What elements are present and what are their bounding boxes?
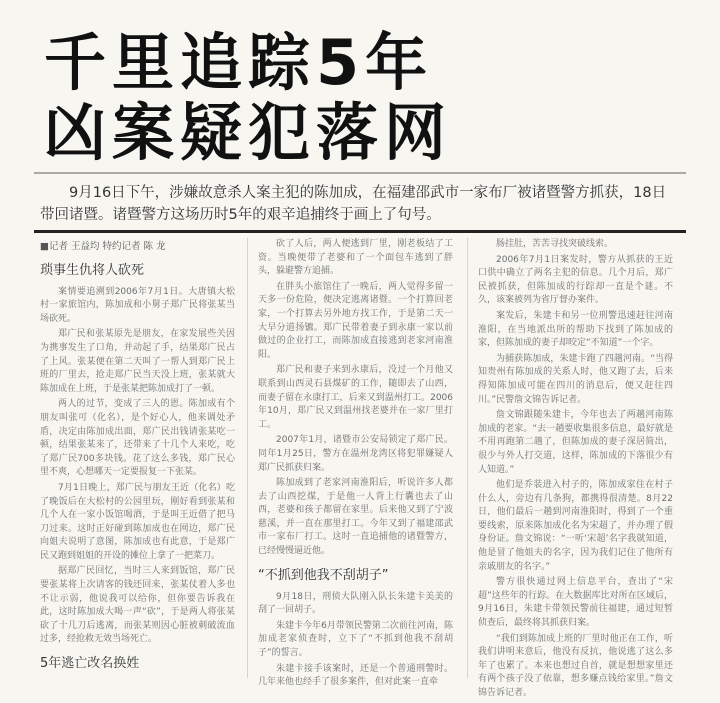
article-paragraph: 警方很快通过网上信息平台，查出了“宋超”这些年的行踪。在大数据库比对所在区域后，9月16日，朱建卡带领民警前往福建，通过短暂侦查后，最终将其抓获归案。 [478, 577, 673, 629]
headline [44, 28, 452, 168]
subheading: “不抓到他我不刮胡子” [258, 567, 389, 583]
article-paragraph: “我们到陈加成上班的厂里时他正在工作，听我们讲明来意后，他没有反抗，他说逃了这么多年了也累了。本来也想过自首，就是想想家里还有两个孩子没了依靠，想多赚点钱给家里。”詹文锦告诉记者。 [478, 633, 673, 698]
section-divider [34, 230, 686, 233]
divider [34, 172, 686, 174]
article-paragraph: 郑广民和张某原先是朋友，在家发展些关因为携事发生了口角，并动起了手，结果郑广民占了上风。张某便在第二天叫了一帮人到郑广民上班的厂里去，抢走郑广民当天没上班，张某就大陈加成在上班，于是张某把陈加成打了一顿。 [40, 329, 235, 394]
article-paragraph: 案情要追溯到2006年7月1日。大唐镇大松村一家旅馆内，陈加成和小舅子郑广民将张某当场砍死。 [40, 286, 235, 324]
article-paragraph: 陈加成到了老家河南淮阳后，听说许多人都去了山西挖煤，于是他一人背上行囊也去了山西，老婆和孩子都留在家里。后来他又到了宁波慈溪，并一直在那里打工。今年又到了福建邵武市一家布厂打工。这时一直追捕他的诸暨警方，已经慢慢逼近他。 [258, 478, 453, 557]
article-paragraph: 9月18日，刑侦大队刚入队长朱建卡美美的刮了一回胡子。 [258, 591, 453, 616]
article-column-2 [258, 238, 453, 692]
subheading: 5年逃亡改名换姓 [40, 656, 140, 672]
article-paragraph: 在胖头小旅馆住了一晚后，两人觉得多留一天多一份危险，便决定逃离诸暨。一个打算回老家，一个打算去另外地方找工作，于是第二天一大早分道扬镳。郑广民带着妻子到永康一家以前做过的企业打工，而陈加成直接逃到老家河南淮阳。 [258, 281, 453, 360]
article-paragraph: 2007年1月，诸暨市公安局锁定了郑广民。同年1月25日，警方在温州龙湾区将犯罪嫌疑人郑广民抓获归案。 [258, 435, 453, 473]
subheading: 琐事生仇将人砍死 [40, 262, 145, 278]
article-paragraph: 朱建卡今年6月带领民警第二次前往河南，陈加成老家侦查时，立下了“不抓到他我不刮胡子”的誓言。 [258, 620, 453, 659]
article-column-3 [478, 238, 673, 703]
byline: ■记者 王益均 特约记者 陈 龙 [40, 241, 166, 252]
article-paragraph: 据郑广民回忆，当时三人来到饭馆，郑广民要张某将上次请客的钱还回来，张某仗着人多也不让示弱，他说我可以给你，但你要告诉我在此，这时陈加成大喝一声“砍”，于是两人将张某砍了十几刀后逃离，而张某则因心脏被刺破流血过多，经抢救无效当场死亡。 [40, 566, 235, 645]
article-paragraph: 肠挂肚，苦苦寻找突破线索。 [496, 239, 614, 249]
article-paragraph: 詹文锦跟随朱建卡，今年也去了两趟河南陈加成的老家。“去一趟要收集很多信息，最好就是不用再跑第二趟了，但陈加成的妻子深居简出，很少与外人打交道，这样，陈加成的下落很少有人知道。” [478, 410, 673, 475]
headline-line-2: 凶案疑犯落网 [44, 96, 453, 169]
article-paragraph: 2006年7月1日案发时，警方从抓获的王近口供中确立了两名主犯的信息。几个月后，郑广民被抓获，但陈加成的行踪却一直是个谜。不久，该案被列为省厅督办案件。 [478, 254, 673, 306]
column-divider [467, 238, 468, 678]
headline-line-1: 千里追踪5年 [44, 26, 434, 99]
article-paragraph: 两人的过节，变成了三人的恩。陈加成有个朋友叫张可（化名），是个好心人，他来调处矛盾，决定由陈加成出面，郑广民出钱请张某吃一顿，结果张某来了，还带来了十几个人来吃，吃了郑广民700多块钱。花了这么多钱，郑广民心里不爽，心想哪天一定要报复一下张某。 [40, 399, 235, 478]
article-paragraph: 7月1日晚上，郑广民与朋友王近（化名）吃了晚饭后在大松村的公园里玩，刚好看到张某和几个人在一家小饭馆喝酒，于是叫王近借了把马刀过来。这时正好碰到陈加成也在网边，郑广民向姐夫说明了意图，陈加成也有此意，于是郑广民又跑到姐姐的开设的摊位上拿了一把菜刀。 [40, 482, 235, 561]
article-paragraph: 砍了人后，两人便逃到厂里，刚老板结了工资。当晚便带了老婆和了一个面包车逃到了胖头，躲避警方追捕。 [258, 239, 453, 277]
article-paragraph: 他们是乔装进入村子的，陈加成家住在村子什么人，旁边有几条狗，都携得很清楚。8月22日，他们最后一趟到河南淮阳时，得到了一个重要线索，原来陈加成化名为宋超了，并办理了假身份证。詹文锦说：“一听‘宋超’名字我就知道，他是冒了他姐夫的名字，因为我们记住了他所有亲戚朋友的名字。” [478, 480, 673, 572]
article-column-1 [40, 238, 235, 679]
article-paragraph: 案发后，朱建卡和另一位刑警迅速赶往河南淮阳，在当地派出所的帮助下找到了陈加成的家，但陈加成的妻子却咬定“不知道”一个字。 [478, 310, 673, 349]
lead-paragraph: 9月16日下午，涉嫌故意杀人案主犯的陈加成，在福建邵武市一家布厂被诸暨警方抓获，18日带回诸暨。诸暨警方这场历时5年的艰辛追捕终于画上了句号。 [40, 185, 667, 223]
column-divider [247, 238, 248, 678]
article-paragraph: 为捕获陈加成，朱建卡跑了四趟河南。“当得知贵州有陈加成的关系人时，他又跑了去，后来得知陈加成可能在四川的消息后，便又赶往四川。”民警詹文锦告诉记者。 [478, 353, 673, 405]
article-paragraph: 朱建卡接手该案时，还是一个普通刑警时。几年来他也经手了很多案件，但对此案一直牵 [258, 663, 453, 688]
article-paragraph: 郑广民和妻子来到永康后，没过一个月他又联系到山西灵石县煤矿的工作，随即去了山西，而妻子留在永康打工，后来又到温州打工。2006年10月，郑广民又到温州找老婆并在一家厂里打工。 [258, 365, 453, 430]
